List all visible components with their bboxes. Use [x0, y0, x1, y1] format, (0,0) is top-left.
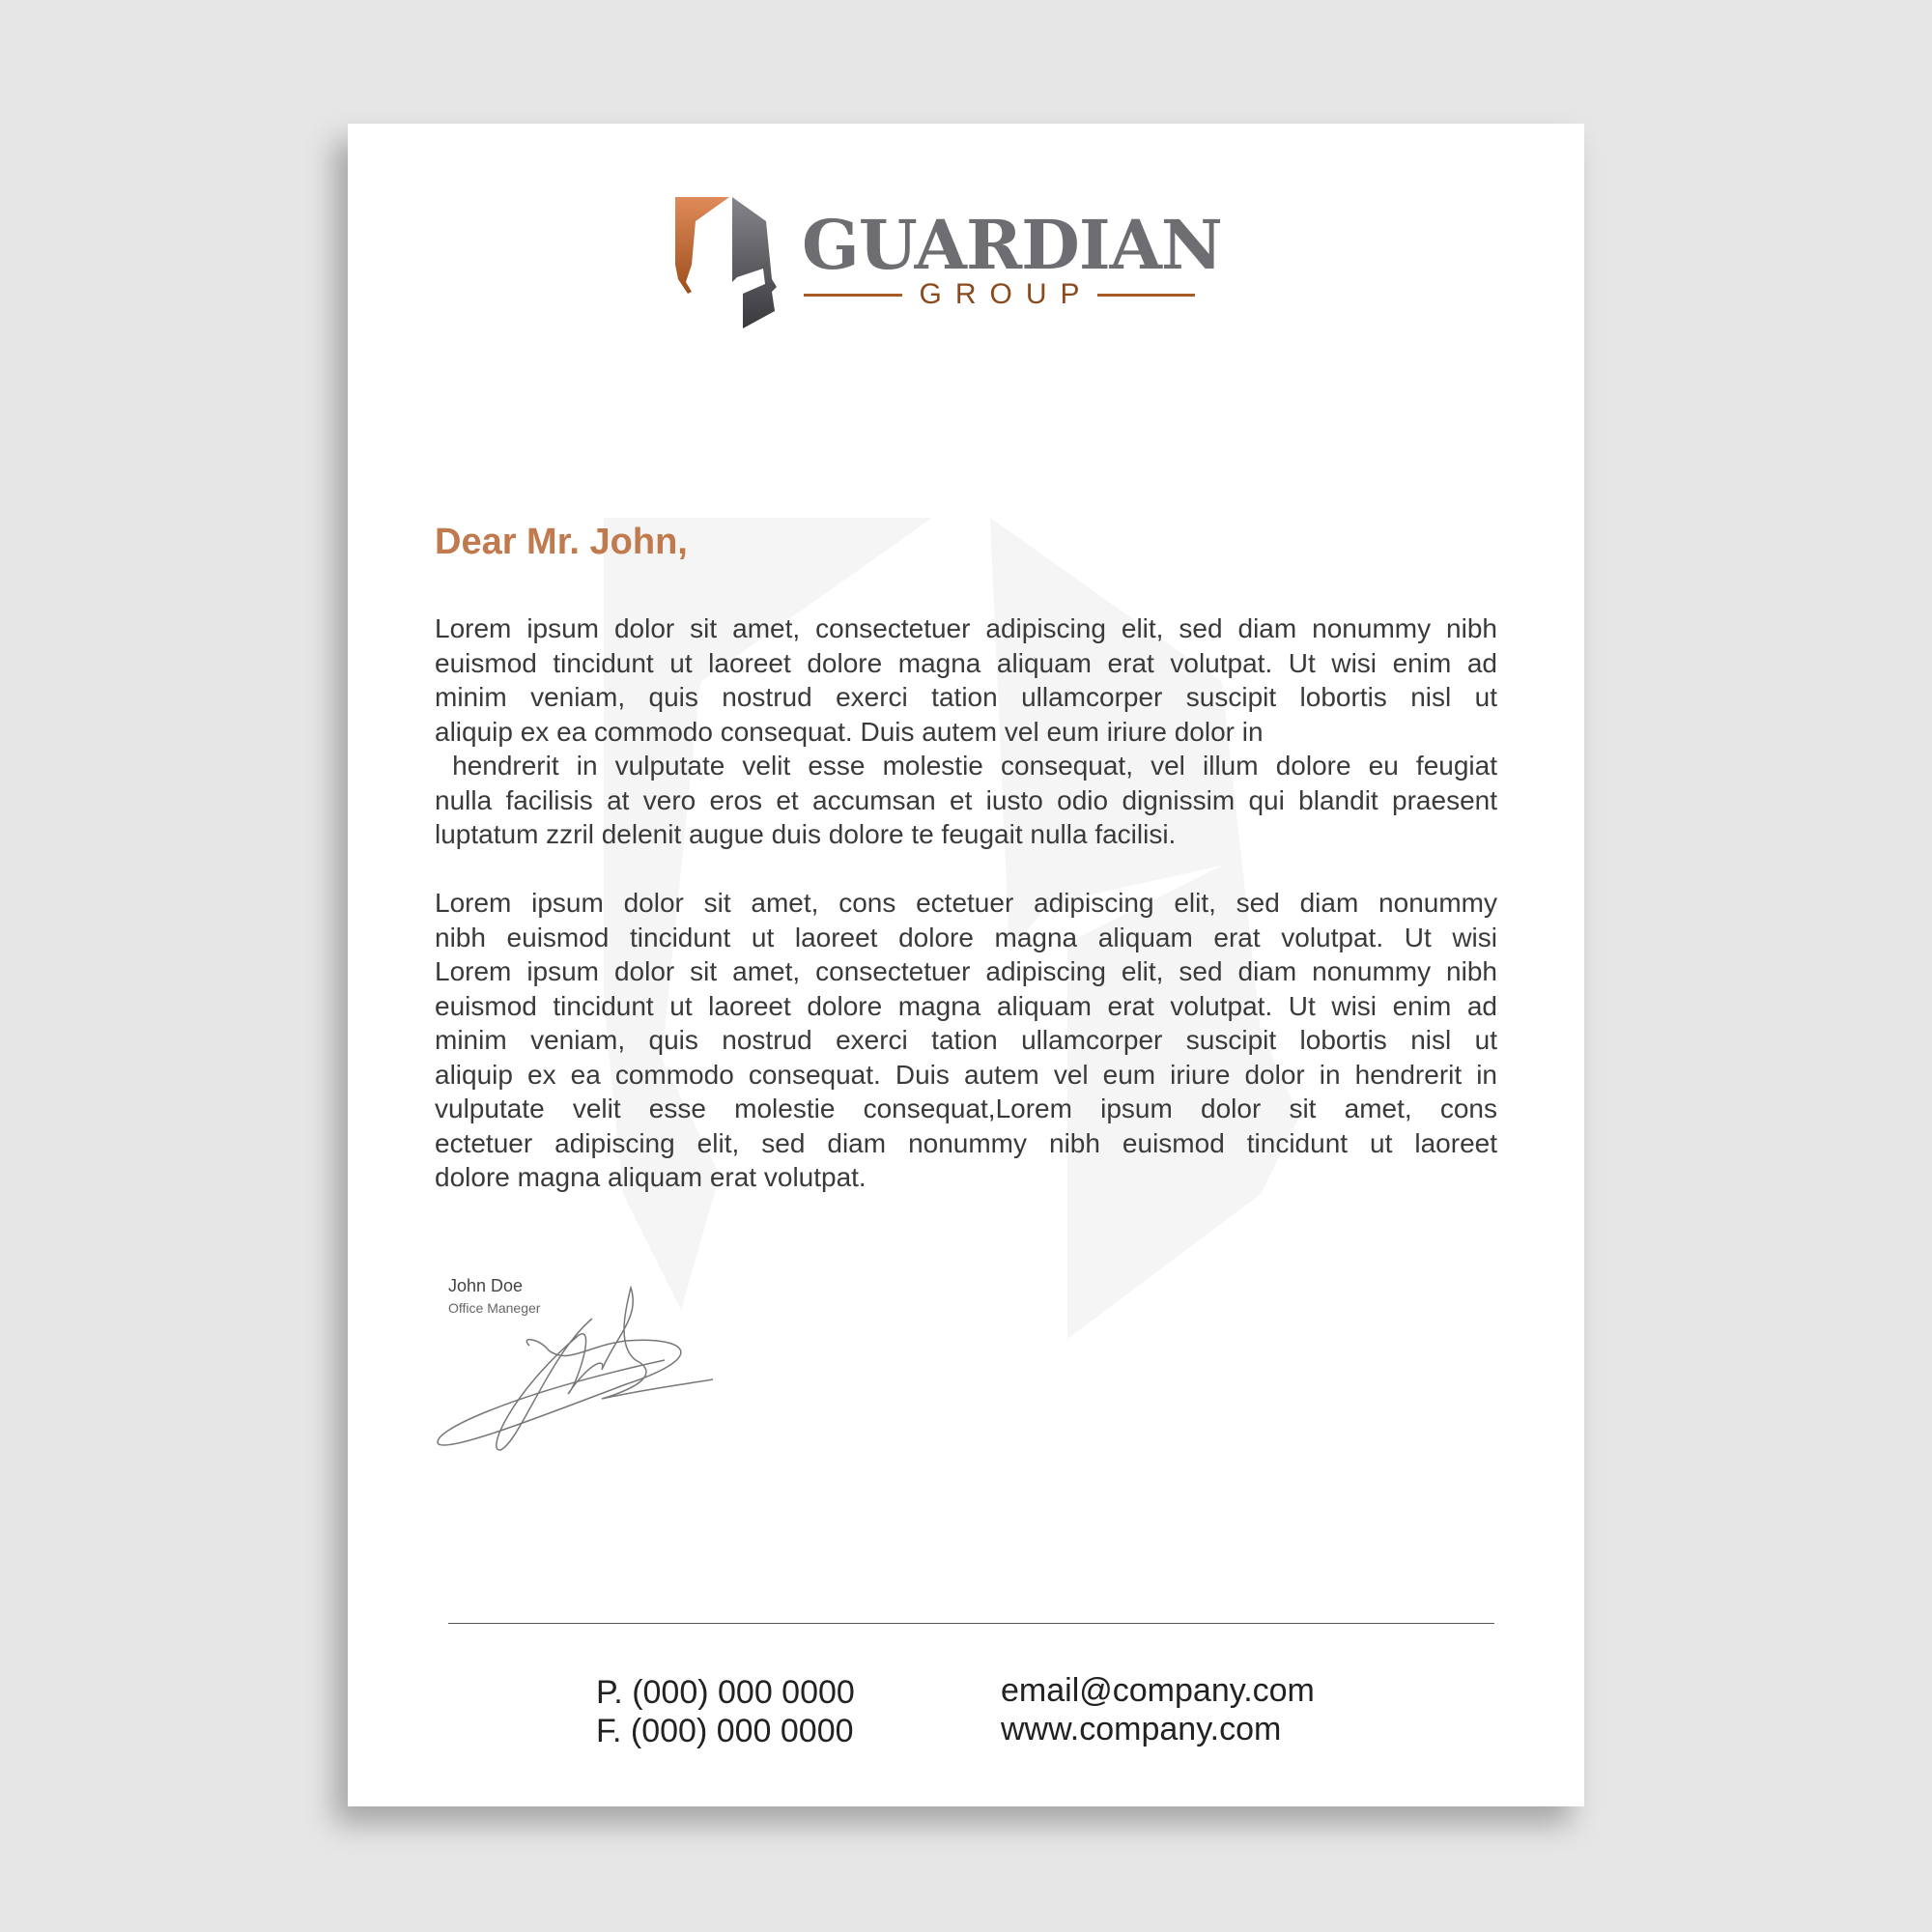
body-line: euismod tincidunt ut laoreet dolore magna aliquam erat volutpat. Ut wisi enim ad: [435, 647, 1497, 678]
body-line: aliquip ex ea commodo consequat. Duis autem vel eum iriure dolor in: [435, 716, 1264, 747]
body-line: euismod tincidunt ut laoreet dolore magna aliquam erat volutpat. Ut wisi enim ad: [435, 990, 1497, 1021]
paragraph-2: [435, 886, 1497, 1195]
website-url: www.company.com: [1001, 1711, 1282, 1747]
body-line: dolore magna aliquam erat volutpat.: [435, 1162, 867, 1192]
body-line: ectetuer adipiscing elit, sed diam nonummy nibh euismod tincidunt ut laoreet: [435, 1127, 1497, 1158]
logo-rule-left: [804, 294, 902, 297]
body-line: nulla facilisis at vero eros et accumsan et iusto odio dignissim qui blandit praesent: [435, 784, 1497, 815]
body-line: minim veniam, quis nostrud exerci tation ullamcorper suscipit lobortis nisl ut: [435, 682, 1497, 712]
email-address: email@company.com: [1001, 1672, 1315, 1709]
salutation: Dear Mr. John,: [435, 522, 688, 562]
body-line: Lorem ipsum dolor sit amet, consectetuer adipiscing elit, sed diam nonummy nibh: [435, 613, 1497, 643]
signatory-name: John Doe: [448, 1276, 524, 1295]
logo-rule-right: [1097, 294, 1196, 297]
handwritten-signature: [433, 1278, 723, 1471]
body-line: minim veniam, quis nostrud exerci tation ullamcorper suscipit lobortis nisl ut: [435, 1025, 1497, 1055]
body-line: Lorem ipsum dolor sit amet, cons ectetuer adipiscing elit, sed diam nonummy: [435, 888, 1497, 918]
body-line: vulputate velit esse molestie consequat,Lorem ipsum dolor sit amet, cons: [435, 1094, 1497, 1123]
web-block: [1001, 1671, 1315, 1748]
logo-helmet-icon: [675, 197, 786, 328]
body-line: aliquip ex ea commodo consequat. Duis autem vel eum iriure dolor in hendrerit in: [435, 1059, 1497, 1090]
signatory-title: Office Maneger: [448, 1300, 541, 1316]
paragraph-1: [435, 611, 1497, 852]
phone-block: [596, 1673, 855, 1750]
body-line: Lorem ipsum dolor sit amet, consectetuer adipiscing elit, sed diam nonummy nibh: [435, 956, 1497, 986]
logo-subtitle-row: [804, 278, 1195, 311]
body-line: hendrerit in vulputate velit esse molestie consequat, vel illum dolore eu feugiat: [435, 751, 1497, 781]
body-line: nibh euismod tincidunt ut laoreet dolore magna aliquam erat volutpat. Ut wisi: [435, 922, 1497, 952]
logo-subtitle: GROUP: [919, 278, 1094, 310]
logo-wordmark: GUARDIAN: [802, 205, 1222, 285]
body-line: luptatum zzril delenit augue duis dolore te feugait nulla facilisi.: [435, 819, 1177, 849]
letter-body: [435, 611, 1497, 1195]
fax-number: F. (000) 000 0000: [596, 1713, 854, 1749]
footer-divider: [448, 1623, 1494, 1624]
letterhead-page: [348, 124, 1584, 1806]
phone-number: P. (000) 000 0000: [596, 1674, 855, 1711]
